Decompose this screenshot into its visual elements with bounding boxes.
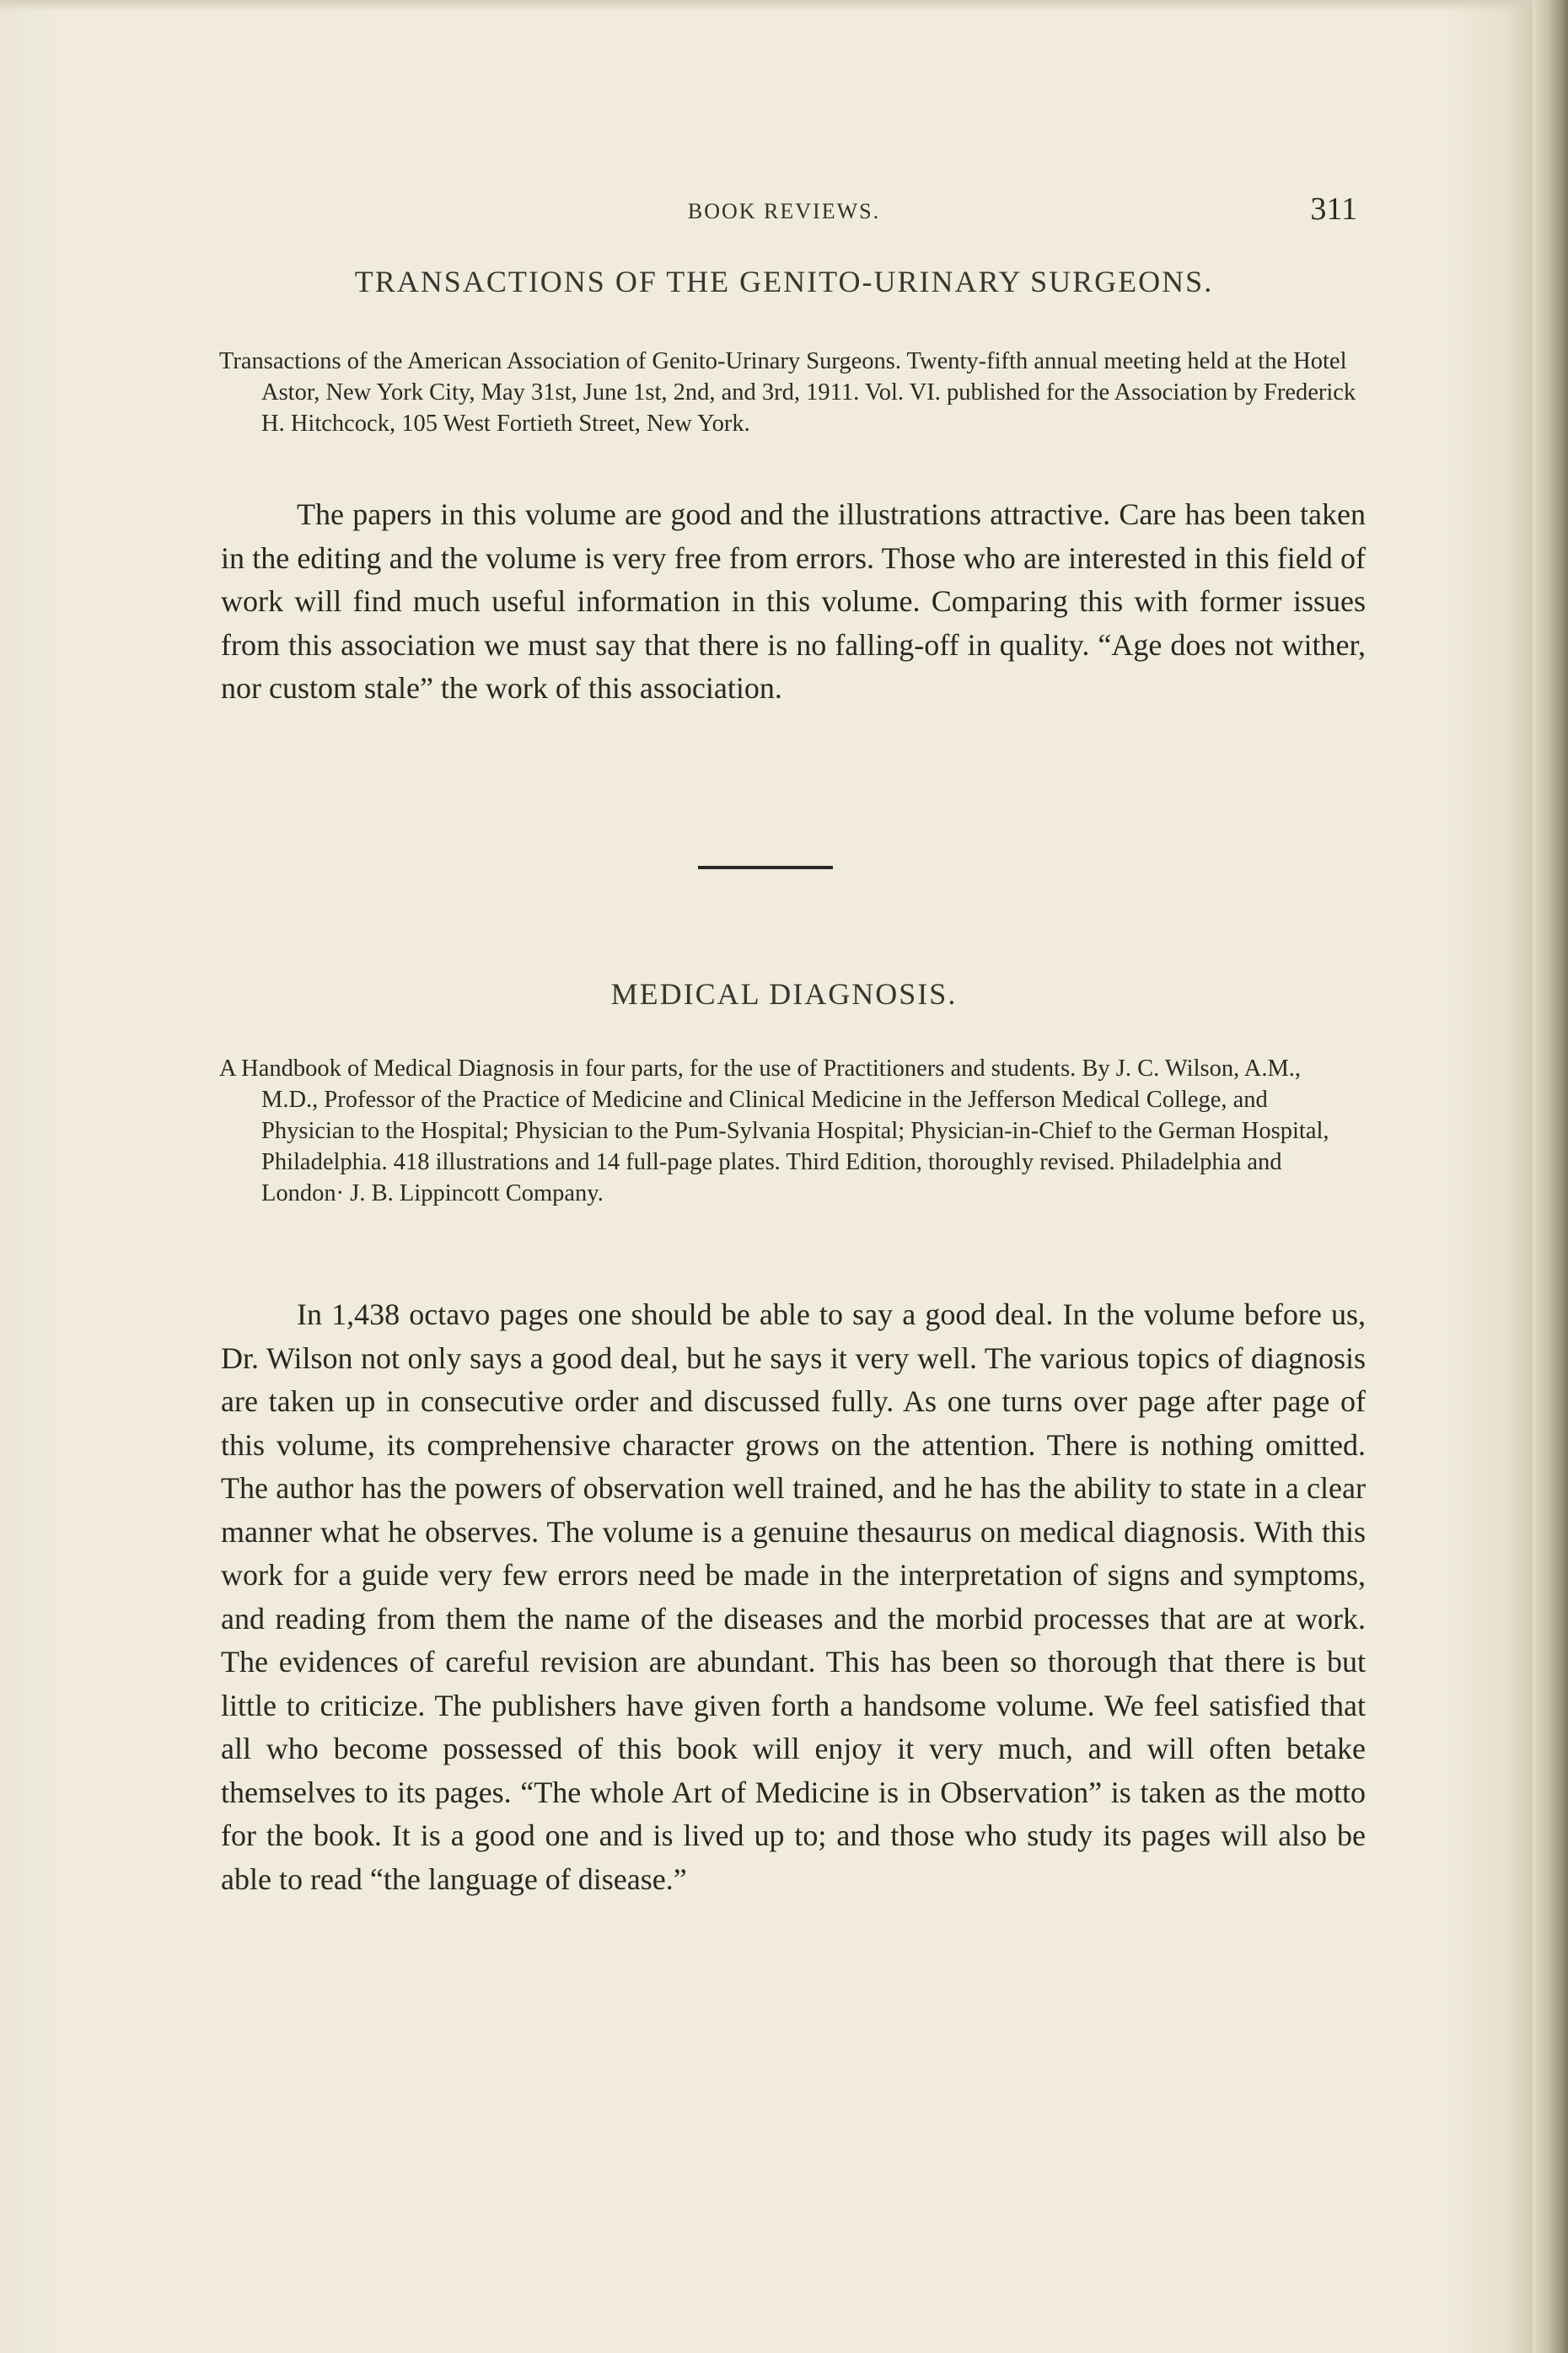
review1-paragraph: The papers in this volume are good and the illustrations attractive. Care has been taken in the editing and the volume is very free from errors. Those who are interested in this field of work will find much useful information in this volume. Comparing this with former issues from this association we must say that there is no falling-off in quality. “Age does not wither, nor custom stale” the work of this association. xyxy=(221,497,1366,705)
review1-body xyxy=(221,493,1366,711)
review2-citation xyxy=(219,1053,1361,1209)
section-divider xyxy=(698,866,833,869)
page-edge xyxy=(1533,0,1568,2353)
review1-title: TRANSACTIONS OF THE GENITO-URINARY SURGEONS. xyxy=(354,265,1214,298)
page-top-shadow xyxy=(0,0,1568,12)
review2-paragraph: In 1,438 octavo pages one should be able to say a good deal. In the volume before us, Dr. Wilson not only says a good deal, but he says it very well. The various topics of diagnosis are taken up in consecutive order and discussed fully. As one turns over page after page of this volume, its comprehensive character grows on the attention. There is nothing omitted. The author has the powers of observation well trained, and he has the ability to state in a clear manner what he observes. The volume is a genuine thesaurus on medical diagnosis. With this work for a guide very few errors need be made in the interpretation of signs and symptoms, and reading from them the name of the diseases and the morbid processes that are at work. The evidences of careful revision are abundant. This has been so thorough that there is but little to criticize. The publishers have given forth a handsome volume. We feel satisfied that all who become possessed of this book will enjoy it very much, and will often betake themselves to its pages. “The whole Art of Medicine is in Observation” is taken as the motto for the book. It is a good one and is lived up to; and those who study its pages will also be able to read “the language of disease.” xyxy=(221,1297,1366,1896)
review2-body xyxy=(221,1293,1366,1901)
review2-citation-text: A Handbook of Medical Diagnosis in four parts, for the use of Practitioners and students. By J. C. Wilson, A.M., M.D., Professor of the Practice of Medicine and Clinical Medicine in the Jefferson Medical College, and Physician to the Hospital; Physician to the Pum-Sylvania Hospital; Physician-in-Chief to the German Hospital, Philadelphia. 418 illustrations and 14 full-page plates. Third Edition, thoroughly revised. Philadelphia and London· J. B. Lippincott Company. xyxy=(219,1056,1329,1206)
review2-title: MEDICAL DIAGNOSIS. xyxy=(610,977,958,1011)
review1-citation-text: Transactions of the American Association of Genito-Urinary Surgeons. Twenty-fifth annual meeting held at the Hotel Astor, New York City, May 31st, June 1st, 2nd, and 3rd, 1911. Vol. VI. published for the Association by Frederick H. Hitchcock, 105 West Fortieth Street, New York. xyxy=(219,348,1356,437)
review1-citation xyxy=(219,346,1361,439)
running-title: BOOK REVIEWS. xyxy=(687,199,881,223)
page-number: 311 xyxy=(1310,191,1357,227)
running-header xyxy=(211,189,1357,239)
